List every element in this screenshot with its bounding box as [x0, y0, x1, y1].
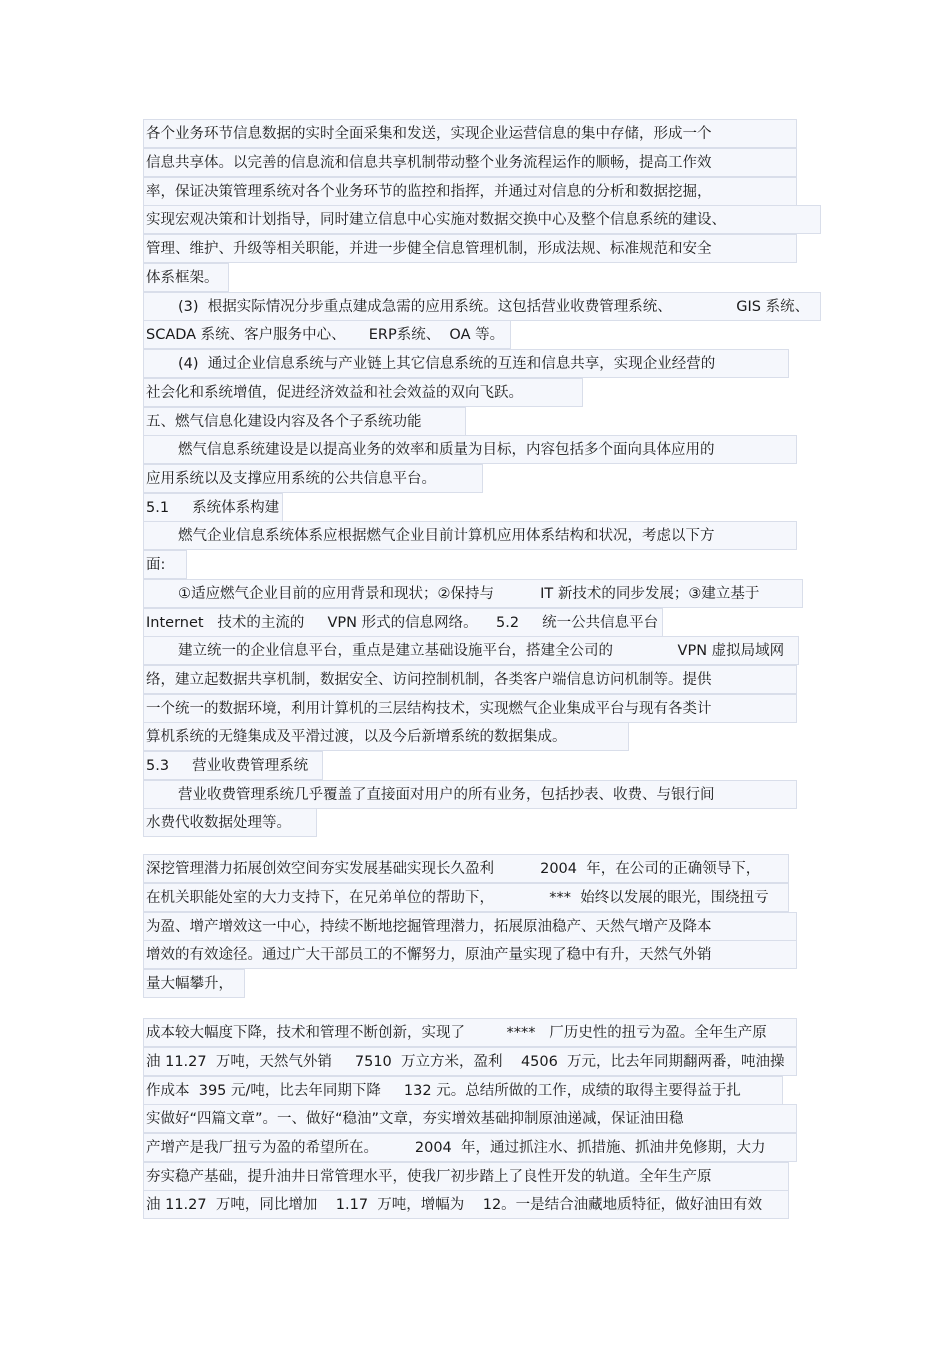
text-line: 成本较大幅度下降，技术和管理不断创新，实现了 **** 厂历史性的扭亏为盈。全年生产原 — [143, 1018, 797, 1047]
text-line: 深挖管理潜力拓展创效空间夯实发展基础实现长久盈利 2004 年，在公司的正确领导下， — [143, 854, 789, 883]
text-line: 一个统一的数据环境，利用计算机的三层结构技术，实现燃气企业集成平台与现有各类计 — [143, 694, 797, 723]
section-heading: 5.1 系统体系构建 — [143, 493, 283, 522]
text-line: 燃气企业信息系统体系应根据燃气企业目前计算机应用体系结构和状况，考虑以下方 — [143, 521, 797, 550]
text-line: 信息共享体。以完善的信息流和信息共享机制带动整个业务流程运作的顺畅，提高工作效 — [143, 148, 797, 177]
text-line: 面: — [143, 550, 187, 579]
text-line: ①适应燃气企业目前的应用背景和现状；②保持与 IT 新技术的同步发展；③建立基于 — [143, 579, 803, 608]
text-line: 增效的有效途径。通过广大干部员工的不懈努力，原油产量实现了稳中有升，天然气外销 — [143, 940, 797, 969]
text-line: 实现宏观决策和计划指导，同时建立信息中心实施对数据交换中心及整个信息系统的建设、 — [143, 205, 821, 234]
text-line: 为盈、增产增效这一中心，持续不断地挖掘管理潜力，拓展原油稳产、天然气增产及降本 — [143, 912, 797, 941]
text-line: 产增产是我厂扭亏为盈的希望所在。 2004 年，通过抓注水、抓措施、抓油井免修期，大力 — [143, 1133, 797, 1162]
text-line: (4) 通过企业信息系统与产业链上其它信息系统的互连和信息共享，实现企业经营的 — [143, 349, 789, 378]
text-line: 油 11.27 万吨，同比增加 1.17 万吨，增幅为 12。一是结合油藏地质特征，做好油田有效 — [143, 1190, 789, 1219]
text-line: 建立统一的企业信息平台，重点是建立基础设施平台，搭建全公司的 VPN 虚拟局域网 — [143, 636, 799, 665]
text-line: 夯实稳产基础，提升油井日常管理水平，使我厂初步踏上了良性开发的轨道。全年生产原 — [143, 1162, 789, 1191]
text-line: 管理、维护、升级等相关职能，并进一步健全信息管理机制，形成法规、标准规范和安全 — [143, 234, 797, 263]
text-line: Internet 技术的主流的 VPN 形式的信息网络。 5.2 统一公共信息平台 — [143, 608, 663, 637]
text-line: 燃气信息系统建设是以提高业务的效率和质量为目标，内容包括多个面向具体应用的 — [143, 435, 797, 464]
text-line: 油 11.27 万吨，天然气外销 7510 万立方米，盈利 4506 万元，比去年同期翻两番，吨油操 — [143, 1047, 797, 1076]
section-heading: 五、燃气信息化建设内容及各个子系统功能 — [143, 407, 466, 436]
text-line: 实做好“四篇文章”。一、做好“稳油”文章，夯实增效基础抑制原油递减，保证油田稳 — [143, 1104, 797, 1133]
text-line: 算机系统的无缝集成及平滑过渡，以及今后新增系统的数据集成。 — [143, 722, 629, 751]
text-line: 体系框架。 — [143, 263, 229, 292]
text-line: 营业收费管理系统几乎覆盖了直接面对用户的所有业务，包括抄表、收费、与银行间 — [143, 780, 797, 809]
text-line: 率，保证决策管理系统对各个业务环节的监控和指挥，并通过对信息的分析和数据挖掘， — [143, 177, 797, 206]
text-line: 作成本 395 元/吨，比去年同期下降 132 元。总结所做的工作，成绩的取得主要得益于扎 — [143, 1076, 783, 1105]
text-line: 水费代收数据处理等。 — [143, 808, 317, 837]
text-line: 络，建立起数据共享机制，数据安全、访问控制机制，各类客户端信息访问机制等。提供 — [143, 665, 797, 694]
text-line: 各个业务环节信息数据的实时全面采集和发送，实现企业运营信息的集中存储，形成一个 — [143, 119, 797, 148]
text-line: 在机关职能处室的大力支持下，在兄弟单位的帮助下， *** 始终以发展的眼光，围绕扭亏 — [143, 883, 789, 912]
text-line: 社会化和系统增值，促进经济效益和社会效益的双向飞跃。 — [143, 378, 583, 407]
text-line: 应用系统以及支撑应用系统的公共信息平台。 — [143, 464, 483, 493]
section-heading: 5.3 营业收费管理系统 — [143, 751, 323, 780]
text-line: 量大幅攀升， — [143, 969, 245, 998]
text-line: SCADA 系统、客户服务中心、 ERP系统、 OA 等。 — [143, 320, 511, 349]
text-line: (3) 根据实际情况分步重点建成急需的应用系统。这包括营业收费管理系统、 GIS 系统、 — [143, 292, 821, 321]
